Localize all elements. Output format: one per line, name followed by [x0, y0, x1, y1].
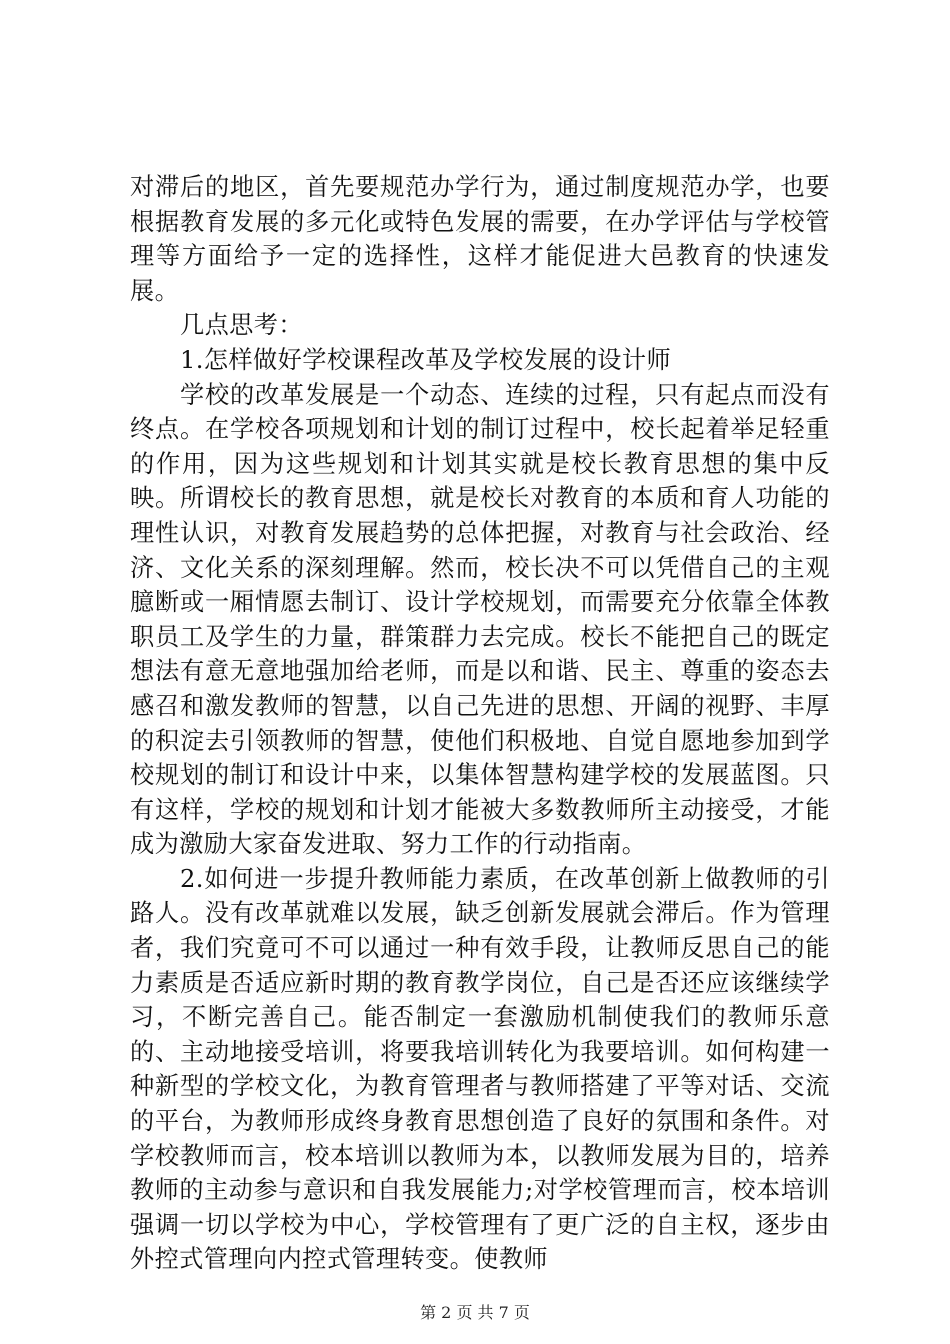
section-heading-thoughts: 几点思考：	[180, 311, 303, 340]
page-number-footer: 第 2 页 共 7 页	[420, 1303, 530, 1322]
point-heading-1: 1.怎样做好学校课程改革及学校发展的设计师	[180, 345, 672, 374]
document-body	[130, 170, 830, 1277]
paragraph-continuation: 对滞后的地区，首先要规范办学行为，通过制度规范办学，也要根据教育发展的多元化或特色发展的需要，在办学评估与学校管理等方面给予一定的选择性，这样才能促进大邑教育的快速发展。	[130, 173, 830, 305]
paragraph-point-1: 学校的改革发展是一个动态、连续的过程，只有起点而没有终点。在学校各项规划和计划的制订过程中，校长起着举足轻重的作用，因为这些规划和计划其实就是校长教育思想的集中反映。所谓校长的教育思想，就是校长对教育的本质和育人功能的理性认识，对教育发展趋势的总体把握，对教育与社会政治、经济、文化关系的深刻理解。然而，校长决不可以凭借自己的主观臆断或一厢情愿去制订、设计学校规划，而需要充分依靠全体教职员工及学生的力量，群策群力去完成。校长不能把自己的既定想法有意无意地强加给老师，而是以和谐、民主、尊重的姿态去感召和激发教师的智慧，以自己先进的思想、开阔的视野、丰厚的积淀去引领教师的智慧，使他们积极地、自觉自愿地参加到学校规划的制订和设计中来，以集体智慧构建学校的发展蓝图。只有这样，学校的规划和计划才能被大多数教师所主动接受，才能成为激励大家奋发进取、努力工作的行动指南。	[130, 380, 830, 859]
paragraph-point-2: 2.如何进一步提升教师能力素质，在改革创新上做教师的引路人。没有改革就难以发展，缺乏创新发展就会滞后。作为管理者，我们究竟可不可以通过一种有效手段，让教师反思自己的能力素质是否适应新时期的教育教学岗位，自己是否还应该继续学习，不断完善自己。能否制定一套激励机制使我们的教师乐意的、主动地接受培训，将要我培训转化为我要培训。如何构建一种新型的学校文化，为教育管理者与教师搭建了平等对话、交流的平台，为教师形成终身教育思想创造了良好的氛围和条件。对学校教师而言，校本培训以教师为本，以教师发展为目的，培养教师的主动参与意识和自我发展能力;对学校管理而言，校本培训强调一切以学校为中心，学校管理有了更广泛的自主权，逐步由外控式管理向内控式管理转变。使教师	[130, 864, 830, 1274]
